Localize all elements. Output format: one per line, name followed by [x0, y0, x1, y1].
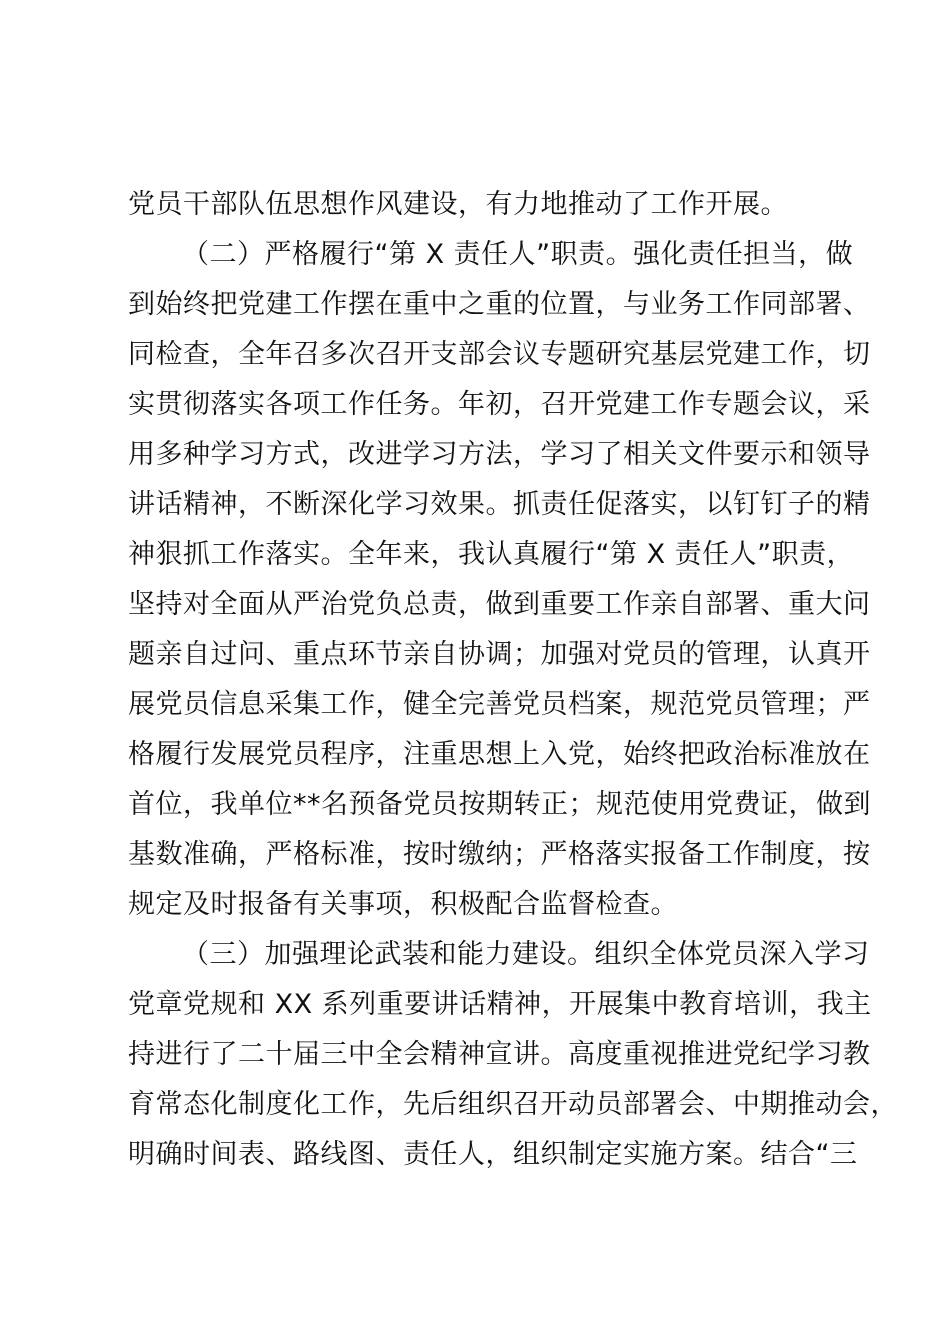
text-line: 同检查，全年召多次召开支部会议专题研究基层党建工作，切	[128, 339, 871, 370]
text-line: （三）加强理论武装和能力建设。组织全体党员深入学习	[182, 939, 870, 970]
text-line: 用多种学习方式，改进学习方法，学习了相关文件要示和领导	[128, 439, 871, 470]
text-line: 育常态化制度化工作，先后组织召开动员部署会、中期推动会，	[128, 1089, 898, 1120]
text-line: 展党员信息采集工作，健全完善党员档案，规范党员管理；严	[128, 689, 871, 720]
text-line: 基数准确，严格标准，按时缴纳；严格落实报备工作制度，按	[128, 839, 871, 870]
text-line: 明确时间表、路线图、责任人，组织制定实施方案。结合“三	[128, 1139, 858, 1170]
text-line: 神狠抓工作落实。全年来，我认真履行“第 X 责任人”职责，	[128, 539, 855, 570]
body-text	[128, 180, 898, 1180]
text-line: 讲话精神，不断深化学习效果。抓责任促落实，以钉钉子的精	[128, 489, 871, 520]
text-line: （二）严格履行“第 X 责任人”职责。强化责任担当，做	[182, 239, 854, 270]
text-line: 题亲自过问、重点环节亲自协调；加强对党员的管理，认真开	[128, 639, 871, 670]
text-line: 到始终把党建工作摆在重中之重的位置，与业务工作同部署、	[128, 289, 871, 320]
text-line: 党员干部队伍思想作风建设，有力地推动了工作开展。	[128, 189, 788, 220]
text-line: 实贯彻落实各项工作任务。年初，召开党建工作专题会议，采	[128, 389, 871, 420]
text-line: 格履行发展党员程序，注重思想上入党，始终把政治标准放在	[128, 739, 871, 770]
text-line: 持进行了二十届三中全会精神宣讲。高度重视推进党纪学习教	[128, 1039, 871, 1070]
text-line: 党章党规和 XX 系列重要讲话精神，开展集中教育培训，我主	[128, 989, 872, 1020]
text-line: 坚持对全面从严治党负总责，做到重要工作亲自部署、重大问	[128, 589, 871, 620]
text-line: 首位，我单位**名预备党员按期转正；规范使用党费证，做到	[128, 789, 871, 820]
text-line: 规定及时报备有关事项，积极配合监督检查。	[128, 889, 678, 920]
